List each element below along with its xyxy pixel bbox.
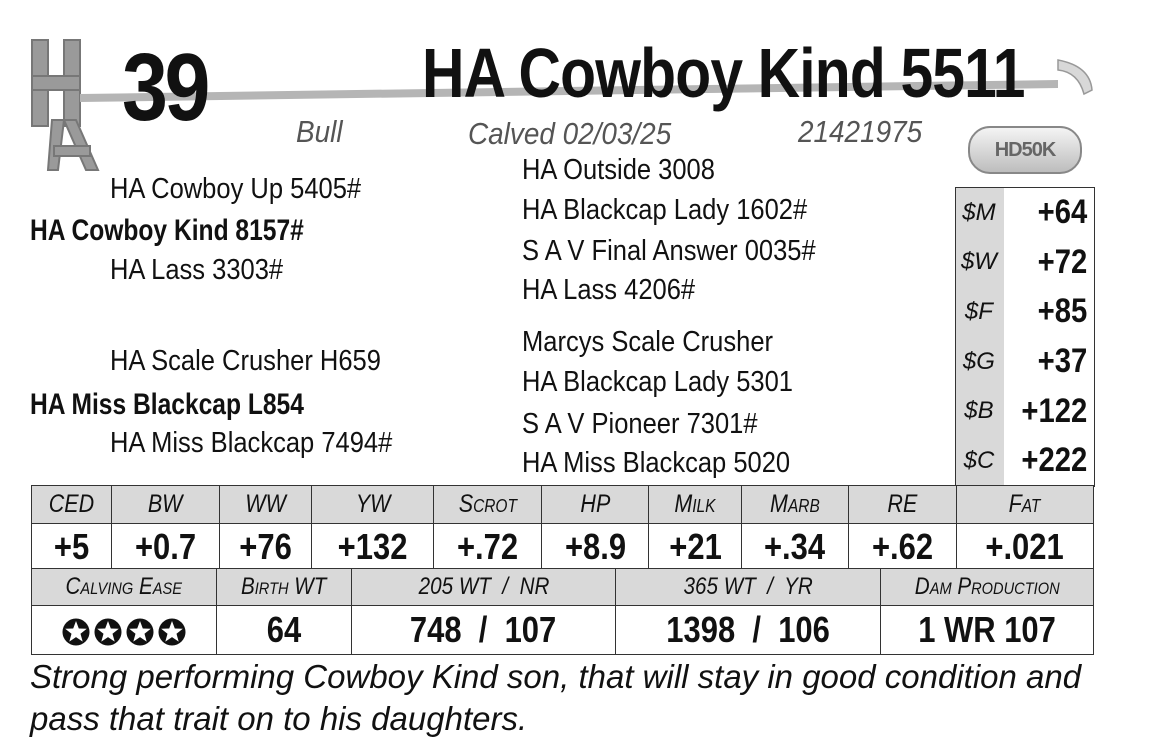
perf-header: Birth WT [216, 569, 351, 606]
dam-sire: HA Scale Crusher H659 [110, 345, 381, 377]
index-value: +37 [1037, 342, 1088, 381]
animal-name: HA Cowboy Kind 5511 [422, 34, 1025, 112]
perf-header: 205 WT / NR [351, 569, 616, 606]
epd-value: +.72 [434, 524, 541, 571]
dam-production-value: 1 WR 107 [881, 606, 1094, 655]
index-value: +72 [1037, 242, 1088, 281]
calving-ease-stars [32, 606, 217, 655]
index-row-f [956, 287, 1094, 337]
epd-value: +132 [312, 524, 434, 571]
epd-header: Milk [649, 486, 742, 524]
dam-dam: HA Miss Blackcap 7494# [110, 427, 393, 459]
epd-table [31, 485, 1094, 571]
epd-header: Fat [956, 486, 1093, 524]
epd-value-row [32, 524, 1094, 571]
sire-dam: HA Lass 3303# [110, 254, 284, 286]
epd-header: RE [849, 486, 956, 524]
index-value: +85 [1037, 292, 1088, 331]
perf-header: 365 WT / YR [616, 569, 881, 606]
calved-label: Calved [468, 116, 555, 151]
index-row-b [956, 386, 1094, 436]
sire-sire-sire: HA Outside 3008 [522, 154, 715, 186]
perf-header: Calving Ease [32, 569, 217, 606]
sire: HA Cowboy Kind 8157# [30, 214, 304, 247]
epd-header: Marb [741, 486, 848, 524]
index-value: +64 [1037, 193, 1088, 232]
epd-header-row [32, 486, 1094, 524]
epd-header: CED [32, 486, 112, 524]
calved-date [468, 118, 671, 149]
perf-header: Dam Production [881, 569, 1094, 606]
epd-value: +8.9 [541, 524, 648, 571]
epd-header: HP [541, 486, 648, 524]
sex-label: Bull [296, 114, 343, 149]
performance-table [31, 568, 1094, 655]
yearling-weight-value: 1398 / 106 [616, 606, 881, 655]
epd-header: YW [312, 486, 434, 524]
index-row-m [956, 188, 1094, 238]
calving-ease-star-icon [125, 617, 155, 647]
index-value: +222 [1021, 441, 1088, 480]
index-row-g [956, 337, 1094, 387]
index-row-c [956, 436, 1094, 486]
lot-number: 39 [122, 34, 207, 141]
index-label: $W [960, 248, 997, 276]
epd-value: +76 [219, 524, 312, 571]
sire-sire-dam: HA Blackcap Lady 1602# [522, 194, 808, 226]
sire-dam-dam: HA Lass 4206# [522, 274, 696, 306]
dam-dam-dam: HA Miss Blackcap 5020 [522, 447, 791, 479]
epd-value: +.62 [849, 524, 956, 571]
index-label: $B [964, 397, 994, 425]
dam-dam-sire: S A V Pioneer 7301# [522, 408, 758, 440]
epd-value: +21 [649, 524, 742, 571]
description-text: Strong performing Cowboy Kind son, that will stay in good condition and pass that trait on to his daughters. [30, 658, 1082, 737]
index-value: +122 [1021, 391, 1088, 430]
epd-value: +.021 [956, 524, 1093, 571]
performance-header-row [32, 569, 1094, 606]
birth-weight-value: 64 [216, 606, 351, 655]
epd-header: BW [112, 486, 219, 524]
index-label: $F [964, 297, 993, 325]
index-row-w [956, 238, 1094, 288]
calving-ease-star-icon [61, 617, 91, 647]
dollar-index-box [955, 187, 1095, 487]
epd-header: WW [219, 486, 312, 524]
calved-value: 02/03/25 [562, 116, 672, 151]
epd-header: Scrot [434, 486, 541, 524]
index-label: $G [962, 347, 995, 375]
epd-value: +5 [32, 524, 112, 571]
dam-sire-sire: Marcys Scale Crusher [522, 326, 774, 358]
sire-sire: HA Cowboy Up 5405# [110, 173, 362, 205]
index-label: $M [962, 198, 996, 226]
weaning-weight-value: 748 / 107 [351, 606, 616, 655]
sire-dam-sire: S A V Final Answer 0035# [522, 235, 816, 267]
calving-ease-star-icon [93, 617, 123, 647]
registration-number: 21421975 [798, 114, 923, 149]
hd50k-badge: HD50K [968, 126, 1082, 174]
epd-value: +.34 [741, 524, 848, 571]
calving-ease-star-icon [157, 617, 187, 647]
dam: HA Miss Blackcap L854 [30, 388, 304, 421]
dam-sire-dam: HA Blackcap Lady 5301 [522, 366, 793, 398]
performance-value-row [32, 606, 1094, 655]
index-label: $C [963, 446, 995, 474]
epd-value: +0.7 [112, 524, 219, 571]
